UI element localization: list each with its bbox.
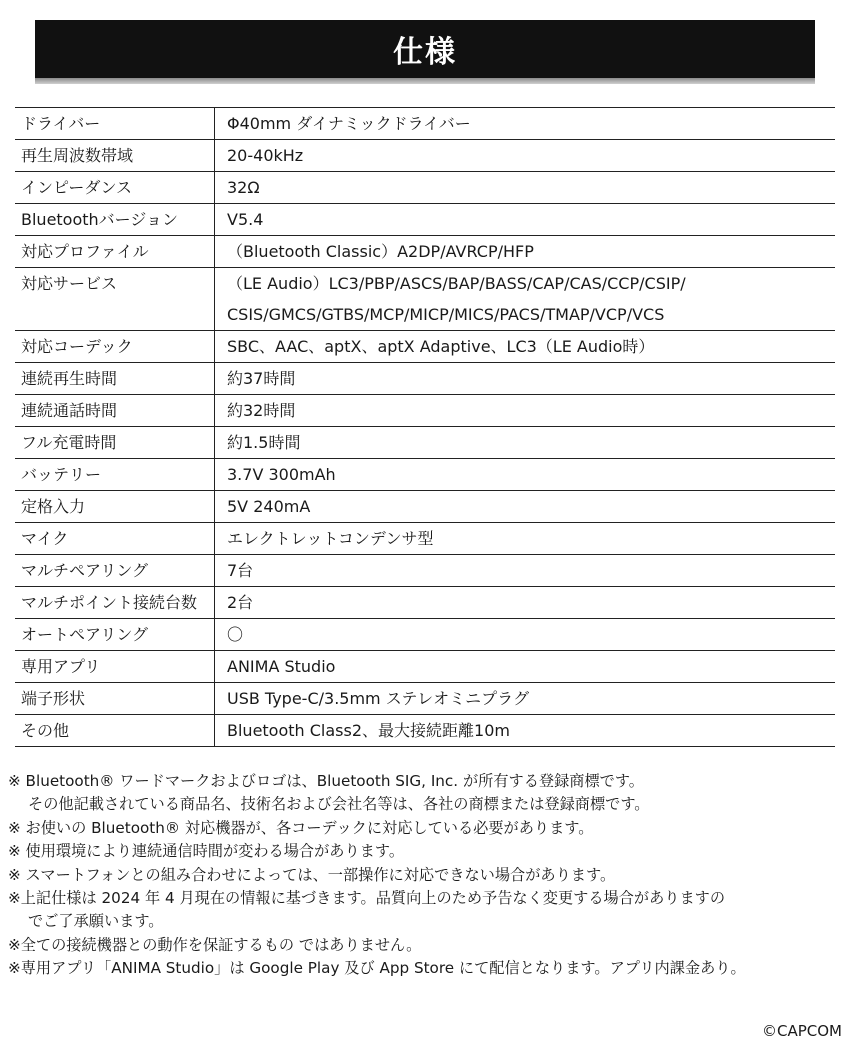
spec-row: [15, 140, 835, 172]
note-line: ※ スマートフォンとの組み合わせによっては、一部操作に対応できない場合があります。: [8, 865, 616, 884]
spec-row: [15, 715, 835, 747]
spec-row: [15, 363, 835, 395]
spec-label: 連続再生時間: [15, 363, 215, 395]
spec-value: [215, 395, 836, 427]
spec-row: [15, 619, 835, 651]
spec-value: [215, 715, 836, 747]
spec-value: [215, 651, 836, 683]
spec-row: [15, 108, 835, 140]
spec-value: [215, 619, 836, 651]
spec-label: Bluetoothバージョン: [15, 204, 215, 236]
spec-value: [215, 427, 836, 459]
spec-value: [215, 236, 836, 268]
spec-row: [15, 651, 835, 683]
page-title: 仕様: [393, 35, 457, 70]
title-bar: [35, 20, 815, 78]
spec-value: [215, 140, 836, 172]
spec-label: 専用アプリ: [15, 651, 215, 683]
spec-value: [215, 268, 836, 331]
spec-value: [215, 491, 836, 523]
note-line: ※専用アプリ「ANIMA Studio」は Google Play 及び App Store にて配信となります。アプリ内課金あり。: [8, 959, 746, 978]
spec-value-line: エレクトレットコンデンサ型: [227, 529, 434, 548]
spec-value-line: 5V 240mA: [227, 497, 311, 516]
note-line: でご了承願います。: [28, 912, 164, 931]
spec-row: [15, 236, 835, 268]
note-line: ※上記仕様は 2024 年 4 月現在の情報に基づきます。品質向上のため予告なく変更する場合がありますの: [8, 889, 726, 908]
spec-value-line: 3.7V 300mAh: [227, 465, 336, 484]
spec-table: [15, 107, 835, 747]
note-line: ※ 使用環境により連続通信時間が変わる場合があります。: [8, 842, 405, 861]
spec-value-line: SBC、AAC、aptX、aptX Adaptive、LC3（LE Audio時）: [227, 337, 655, 356]
spec-value-line: 約37時間: [227, 369, 296, 388]
spec-label: オートペアリング: [15, 619, 215, 651]
spec-label: 対応プロファイル: [15, 236, 215, 268]
spec-row: [15, 331, 835, 363]
spec-label: マルチペアリング: [15, 555, 215, 587]
spec-label: インピーダンス: [15, 172, 215, 204]
spec-row: [15, 172, 835, 204]
spec-row: [15, 459, 835, 491]
spec-value: [215, 108, 836, 140]
spec-label: 定格入力: [15, 491, 215, 523]
note-line: その他記載されている商品名、技術名および会社名等は、各社の商標または登録商標です。: [28, 795, 650, 814]
spec-value: [215, 683, 836, 715]
spec-value-line: Φ40mm ダイナミックドライバー: [227, 114, 471, 133]
spec-row: [15, 683, 835, 715]
spec-label: 再生周波数帯域: [15, 140, 215, 172]
spec-value: [215, 331, 836, 363]
spec-label: ドライバー: [15, 108, 215, 140]
spec-label: 連続通話時間: [15, 395, 215, 427]
spec-value-line: 32Ω: [227, 178, 260, 197]
spec-row: [15, 555, 835, 587]
note-line: ※ お使いの Bluetooth® 対応機器が、各コーデックに対応している必要があります。: [8, 818, 594, 837]
spec-value: [215, 459, 836, 491]
spec-table-body: [15, 108, 835, 747]
note-line: ※ Bluetooth® ワードマークおよびロゴは、Bluetooth SIG, Inc. が所有する登録商標です。: [8, 772, 644, 790]
spec-label: 端子形状: [15, 683, 215, 715]
spec-label: 対応サービス: [15, 268, 215, 331]
spec-label: その他: [15, 715, 215, 747]
spec-value-line: ANIMA Studio: [227, 657, 336, 676]
spec-row: [15, 204, 835, 236]
spec-row: [15, 427, 835, 459]
spec-label: フル充電時間: [15, 427, 215, 459]
spec-value-line: Bluetooth Class2、最大接続距離10m: [227, 721, 510, 740]
copyright: ©CAPCOM: [761, 1022, 842, 1040]
spec-row: [15, 395, 835, 427]
spec-row: [15, 587, 835, 619]
spec-value-line: USB Type-C/3.5mm ステレオミニプラグ: [227, 689, 530, 708]
spec-value-line: 約32時間: [227, 401, 296, 420]
spec-label: マルチポイント接続台数: [15, 587, 215, 619]
spec-value: [215, 363, 836, 395]
spec-row: [15, 268, 835, 331]
spec-value-line: 約1.5時間: [227, 433, 301, 452]
note-line: ※全ての接続機器との動作を保証するもの ではありません。: [8, 935, 422, 954]
spec-value-line: 〇: [227, 625, 244, 644]
spec-label: マイク: [15, 523, 215, 555]
spec-value-line: （Bluetooth Classic）A2DP/AVRCP/HFP: [227, 242, 534, 261]
spec-value-line: 2台: [227, 593, 254, 612]
spec-label: 対応コーデック: [15, 331, 215, 363]
spec-value-line: 20-40kHz: [227, 146, 304, 165]
spec-value-line: CSIS/GMCS/GTBS/MCP/MICP/MICS/PACS/TMAP/VCP/VCS: [227, 305, 665, 324]
title-underline: [35, 78, 815, 84]
spec-row: [15, 491, 835, 523]
spec-value: [215, 523, 836, 555]
spec-value: [215, 587, 836, 619]
spec-value-line: 7台: [227, 561, 254, 580]
spec-value-line: V5.4: [227, 210, 264, 229]
spec-value-line: （LE Audio）LC3/PBP/ASCS/BAP/BASS/CAP/CAS/CCP/CSIP/: [227, 274, 686, 293]
spec-row: [15, 523, 835, 555]
spec-value: [215, 204, 836, 236]
spec-label: バッテリー: [15, 459, 215, 491]
spec-value: [215, 555, 836, 587]
notes-section: [8, 770, 844, 981]
spec-value: [215, 172, 836, 204]
